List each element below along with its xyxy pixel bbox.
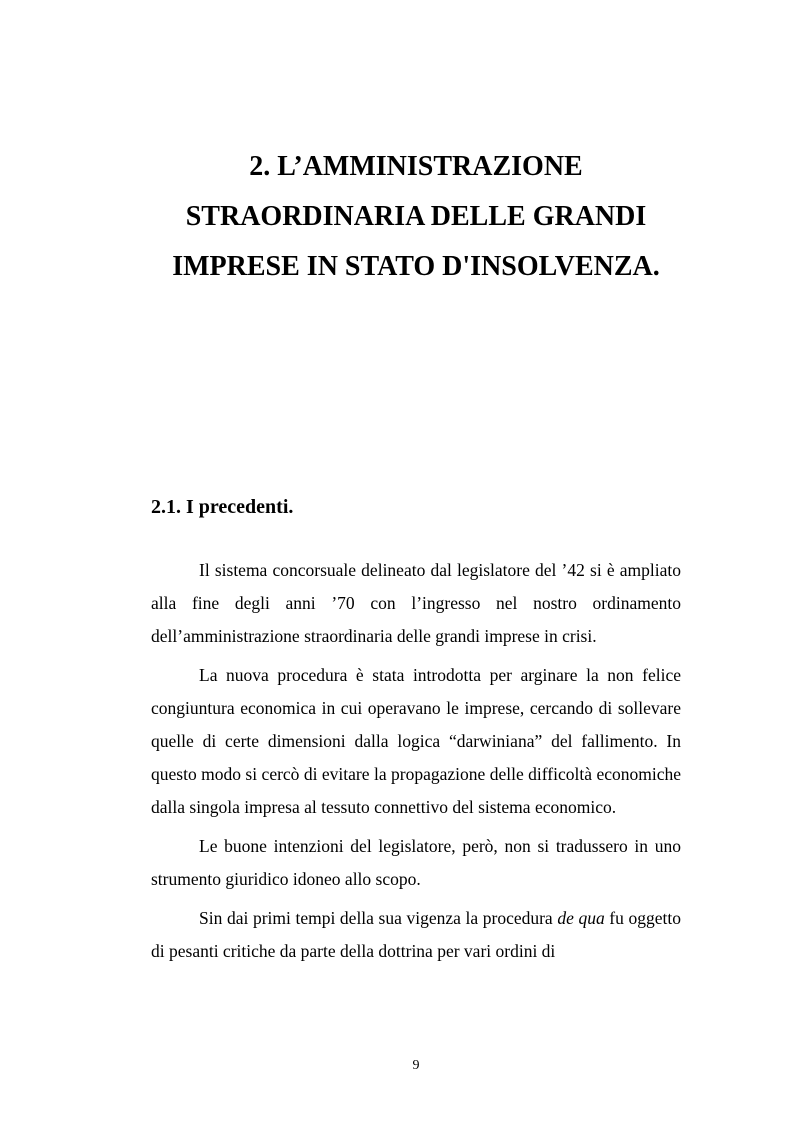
paragraph-1: Il sistema concorsuale delineato dal legislatore del ’42 si è ampliato alla fine degli anni ’70 con l’ingresso nel nostro ordinamento dell’amministrazione straordinaria delle grandi imprese in crisi. [151, 560, 681, 646]
body-text [151, 554, 681, 968]
paragraph-4-before: Sin dai primi tempi della sua vigenza la procedura [199, 908, 558, 928]
chapter-title-line-1: 2. L’AMMINISTRAZIONE [249, 151, 583, 182]
paragraph-4 [151, 902, 681, 968]
paragraph-3: Le buone intenzioni del legislatore, però, non si tradussero in uno strumento giuridico idoneo allo scopo. [151, 836, 681, 889]
paragraph-2: La nuova procedura è stata introdotta per arginare la non felice congiuntura economica in cui operavano le imprese, cercando di sollevare quelle di certe dimensioni dalla logica “darwiniana” del fallimento. In questo modo si cercò di evitare la propagazione delle difficoltà economiche dalla singola impresa al tessuto connettivo del sistema economico. [151, 665, 681, 817]
page-number: 9 [412, 1058, 420, 1073]
paragraph-4-after: fu oggetto di pesanti critiche da parte della dottrina per vari ordini di [151, 908, 681, 961]
chapter-title-line-3: IMPRESE IN STATO D'INSOLVENZA. [172, 251, 660, 282]
paragraph-4-emphasis: de qua [557, 908, 605, 928]
chapter-title-line-2: STRAORDINARIA DELLE GRANDI [185, 201, 647, 232]
section-heading: 2.1. I precedenti. [151, 496, 294, 518]
chapter-title [151, 142, 681, 292]
